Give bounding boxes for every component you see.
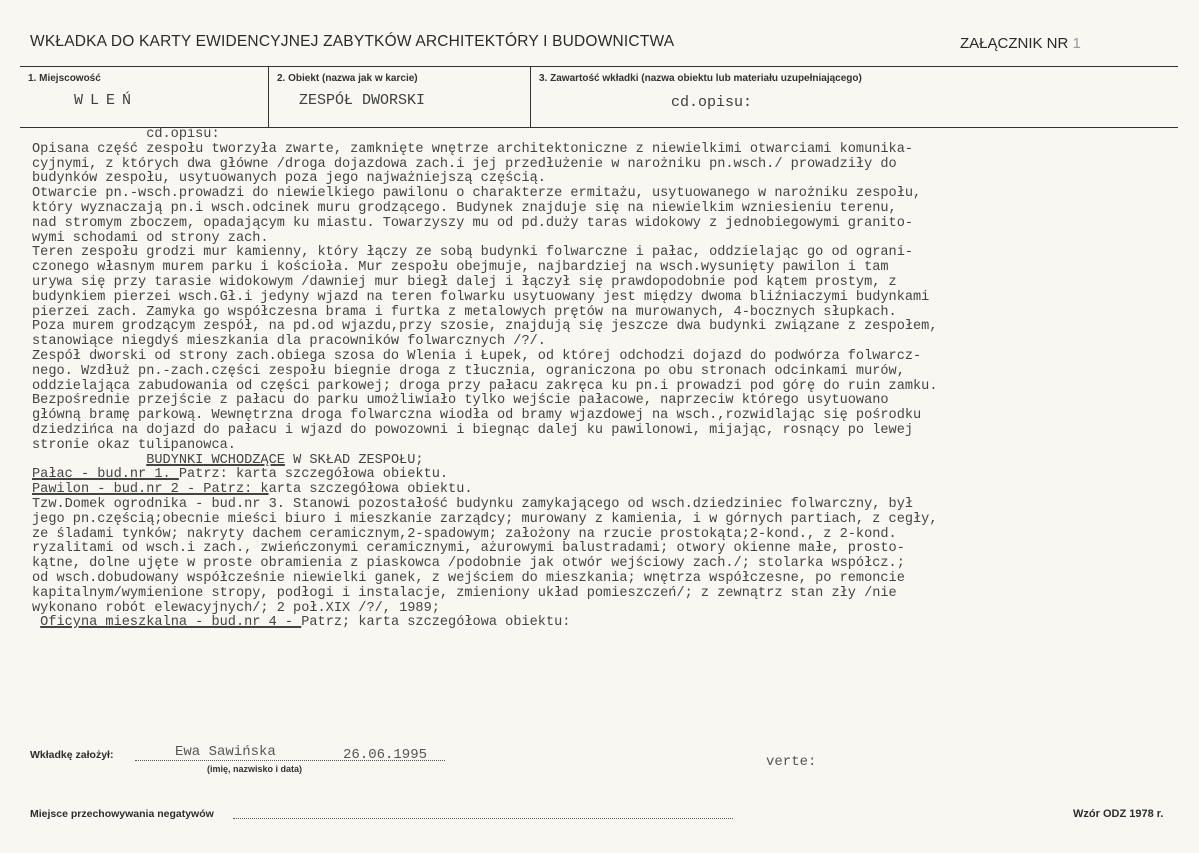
text-line: główną bramę parkową. Wewnętrzna droga folwarczna wiodła od bramy wjazdowej na wsch.,rozwidlając się pośrodku <box>32 408 922 424</box>
annex-number: 1 <box>1072 35 1081 52</box>
content-label: 3. Zawartość wkładki (nazwa obiektu lub materiału uzupełniającego) <box>539 73 862 84</box>
text-line: czonego własnym murem parku i kościoła. Mur zespołu obejmuje, najbardziej na wsch.wysunięty pawilon i tam <box>32 260 889 276</box>
text-line: wymi schodami od strony zach. <box>32 230 269 246</box>
form-title: WKŁADKA DO KARTY EWIDENCYJNEJ ZABYTKÓW ARCHITEKTÓRY I BUDOWNICTWA <box>30 33 675 50</box>
text-line: budynkiem pierzei wsch.Gł.i jedyny wjazd na teren folwarku usytuowany jest między dwoma bliźniaczymi budynkami <box>32 289 930 305</box>
header-fields <box>20 66 1178 128</box>
text-line: Tzw.Domek ogrodnika - bud.nr 3. Stanowi pozostałość budynku zamykającego od wsch.dziedziniec folwarczny, był <box>32 496 914 512</box>
text-line: urywa się przy tarasie widokowym /dawniej mur biegł dalej i łączył się prawdopodobnie pod kątem prostym, z <box>32 274 897 290</box>
text-line: nego. Wzdłuż pn.-zach.części zespołu biegnie droga z tłucznia, ograniczona po obu stronach odcinkami murów, <box>32 363 905 379</box>
verte-note: verte: <box>766 754 817 770</box>
made-by-name: Ewa Sawińska <box>175 744 276 760</box>
locality-value: WLEŃ <box>74 92 139 109</box>
text-line: który wyznaczają pn.i wsch.odcinek muru grodzącego. Budynek znajduje się na niewielkim wzniesieniu terenu, <box>32 200 897 216</box>
text-line: ze śladami tynków; nakryty dachem ceramicznym,2-spadowym; założony na rzucie prostokąta;2-kond., z 2-kond. <box>32 526 897 542</box>
text-line: stronie okaz tulipanowca. <box>32 437 236 453</box>
text-line: Pawilon - bud.nr 2 - Patrz: karta szczegółowa obiektu. <box>32 482 473 498</box>
made-by-label: Wkładkę założył: <box>30 749 114 761</box>
object-value: ZESPÓŁ DWORSKI <box>299 92 426 109</box>
negatives-label: Miejsce przechowywania negatywów <box>30 808 214 820</box>
text-line: Teren zespołu grodzi mur kamienny, który łączy ze sobą budynki folwarczne i pałac, oddzielając go od ograni- <box>32 245 914 261</box>
text-line: Bezpośrednie przejście z pałacu do parku umożliwiało tylko wejście pałacowe, naprzeciw którego usytuowano <box>32 393 889 409</box>
annex-label-text: ZAŁĄCZNIK NR <box>960 35 1069 52</box>
text-line: Otwarcie pn.-wsch.prowadzi do niewielkiego pawilonu o charakterze ermitażu, usytuowanego w narożniku zespołu, <box>32 186 922 202</box>
object-label: 2. Obiekt (nazwa jak w karcie) <box>277 73 418 84</box>
negatives-line <box>233 818 733 819</box>
description-text <box>32 128 1192 631</box>
text-line: Pałac - bud.nr 1. Patrz: karta szczegółowa obiektu. <box>32 467 449 483</box>
text-line: cyjnymi, z których dwa główne /droga dojazdowa zach.i jej przedłużenie w narożniku pn.wsch./ prowadziły do <box>32 156 897 172</box>
locality-field <box>20 67 269 127</box>
text-line: nad stromym zboczem, opadającym ku miastu. Towarzyszy mu od pd.duży taras widokowy z jednobiegowymi granito- <box>32 215 914 231</box>
text-line: oddzielająca zabudowania od części parkowej; droga przy pałacu zakręca ku pn.i prowadzi pod górę do ruin zamku. <box>32 378 938 394</box>
locality-label: 1. Miejscowość <box>28 73 101 84</box>
text-line: jego pn.częścią;obecnie mieści biuro i mieszkanie zarządcy; murowany z kamienia, i w górnych partiach, z cegły, <box>32 511 938 527</box>
text-line: cd.opisu: <box>32 127 220 142</box>
text-line: BUDYNKI WCHODZĄCE W SKŁAD ZESPOŁU; <box>146 452 424 468</box>
annex-label <box>960 35 1081 52</box>
text-line: Poza murem grodzącym zespół, na pd.od wjazdu,przy szosie, znajdują się jeszcze dwa budynki związane z zespołem, <box>32 319 938 335</box>
text-line: kątne, dolne ujęte w proste obramienia z piaskowca /podobnie jak otwór wejściowy zach./; stolarka współcz.; <box>32 556 905 572</box>
text-line: ryzalitami od wsch.i zach., zwieńczonymi ceramicznymi, ażurowymi balustradami; otwory okienne małe, prosto- <box>32 541 905 557</box>
text-line: Oficyna mieszkalna - bud.nr 4 - Patrz; karta szczegółowa obiektu: <box>40 615 571 631</box>
text-line: wykonano robót elewacyjnych/; 2 poł.XIX /?/, 1989; <box>32 600 440 616</box>
text-line: od wsch.dobudowany współcześnie niewielki ganek, z wejściem do mieszkania; wnętrza współczesne, po remoncie <box>32 570 905 586</box>
text-line: kapitalnym/wymienione stropy, podłogi i instalacje, zmieniony układ pomieszczeń/; z zewnątrz stan zły /nie <box>32 585 897 601</box>
text-line: pierzei zach. Zamyka go współczesna brama i furtka z metalowych prętów na murowanych, 4-bocznych słupkach. <box>32 304 897 320</box>
made-by-date: 26.06.1995 <box>343 747 428 763</box>
content-field <box>531 67 1178 127</box>
made-by-caption: (imię, nazwisko i data) <box>207 764 303 774</box>
content-value: cd.opisu: <box>671 94 753 111</box>
text-line: Opisana część zespołu tworzyła zwarte, zamknięte wnętrze architektoniczne z niewielkimi otwarciami komunika- <box>32 141 914 157</box>
text-line: budynków zespołu, usytuowanych poza jego najważniejszą częścią. <box>32 171 546 187</box>
object-field <box>269 67 531 127</box>
text-line: dziedzińca na dojazd do pałacu i wjazd do powozowni i biegnąc dalej ku pawilonowi, mijając, rosnący po lewej <box>32 422 914 438</box>
text-line: stanowiące niegdyś mieszkania dla pracowników folwarcznych /?/. <box>32 334 546 350</box>
text-line: Zespół dworski od strony zach.obiega szosa do Wlenia i Łupek, od której odchodzi dojazd do podwórza folwarcz- <box>32 348 922 364</box>
form-model: Wzór ODZ 1978 r. <box>1073 808 1164 820</box>
